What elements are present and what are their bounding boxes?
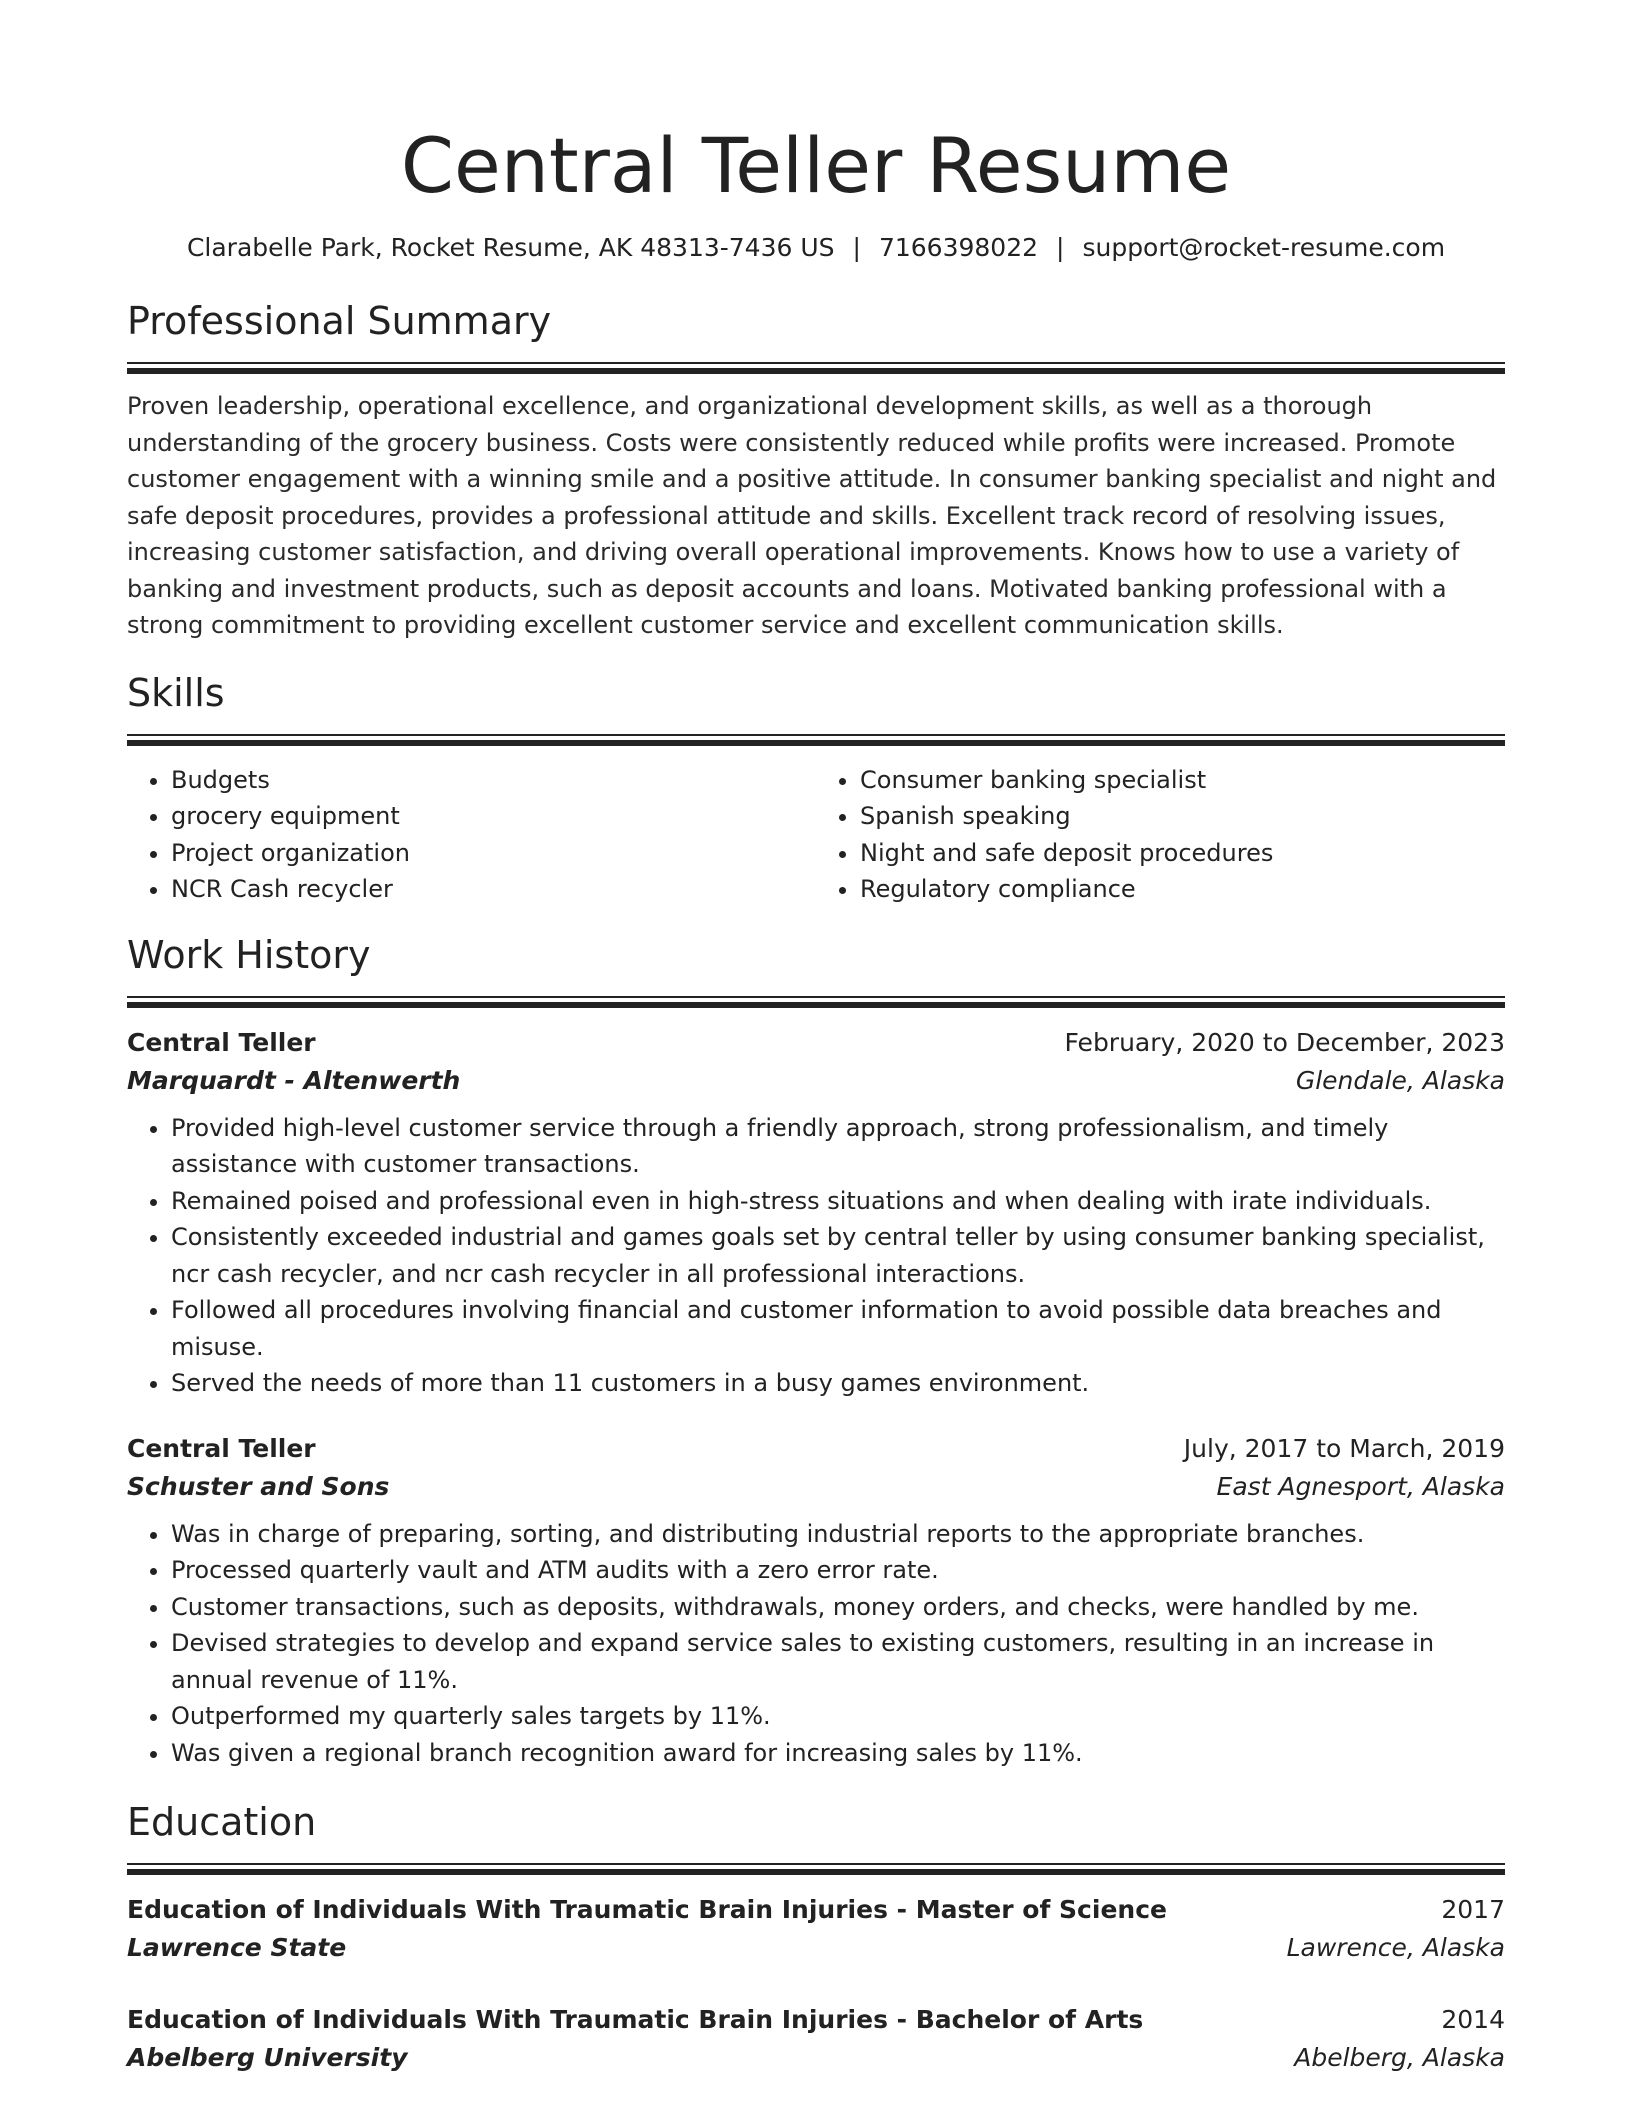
job-bullets	[127, 1516, 1505, 1772]
job-dates: July, 2017 to March, 2019	[1183, 1433, 1505, 1463]
graduation-year: 2017	[1441, 1895, 1505, 1924]
job-bullet: • Remained poised and professional even in high-stress situations and when dealing with irate individuals.	[171, 1183, 1505, 1220]
section-divider	[127, 734, 1505, 746]
job-subheader	[127, 1062, 1505, 1100]
education-header	[127, 1891, 1505, 1929]
education-subheader	[127, 2039, 1505, 2077]
job-bullet: • Outperformed my quarterly sales targets by 11%.	[171, 1698, 1505, 1735]
skill-item: • Night and safe deposit procedures	[860, 835, 1505, 872]
job-bullet: • Customer transactions, such as deposits, withdrawals, money orders, and checks, were handled by me.	[171, 1589, 1505, 1626]
company-name: Marquardt - Altenwerth	[127, 1065, 461, 1095]
section-title: Skills	[127, 670, 225, 715]
contact-address: Clarabelle Park, Rocket Resume, AK 48313-7436 US	[186, 233, 835, 262]
graduation-year: 2014	[1441, 2005, 1505, 2034]
degree-title: Education of Individuals With Traumatic Brain Injuries - Master of Science	[127, 1895, 1167, 1924]
skills-section	[127, 668, 1505, 908]
section-title: Professional Summary	[127, 299, 552, 343]
education-entry	[127, 1891, 1505, 1967]
contact-separator: |	[1056, 233, 1065, 262]
job-bullet: • Served the needs of more than 11 customers in a busy games environment.	[171, 1365, 1505, 1402]
skill-item: • NCR Cash recycler	[171, 871, 816, 908]
education-section	[127, 1797, 1505, 2077]
summary-text: Proven leadership, operational excellence, and organizational development skills, as well as a thorough understanding of the grocery business. Costs were consistently reduced while profits were increased. Promote customer engagement with a winning smile and a positive attitude. In consumer banking specialist and night and safe deposit procedures, provides a professional attitude and skills. Excellent track record of resolving issues, increasing customer satisfaction, and driving overall operational improvements. Knows how to use a variety of banking and investment products, such as deposit accounts and loans. Motivated banking professional with a strong commitment to providing excellent customer service and excellent communication skills.	[127, 392, 1497, 639]
job-location: East Agnesport, Alaska	[1216, 1471, 1505, 1501]
job-bullet: • Provided high-level customer service through a friendly approach, strong professionalism, and timely assistance with customer transactions.	[171, 1110, 1505, 1183]
section-divider	[127, 362, 1505, 374]
job-dates: February, 2020 to December, 2023	[1064, 1027, 1505, 1057]
skill-item: • Consumer banking specialist	[860, 762, 1505, 799]
job-header	[127, 1430, 1505, 1468]
job-bullet: • Devised strategies to develop and expand service sales to existing customers, resulting in an increase in annual revenue of 11%.	[171, 1625, 1505, 1698]
job-subheader	[127, 1468, 1505, 1506]
resume-page	[127, 0, 1505, 2077]
skill-item: • Budgets	[171, 762, 816, 799]
job-title: Central Teller	[127, 1027, 316, 1057]
job-bullet: • Consistently exceeded industrial and games goals set by central teller by using consumer banking specialist, ncr cash recycler, and ncr cash recycler in all professional interactions.	[171, 1219, 1505, 1292]
education-header	[127, 2001, 1505, 2039]
skill-item: • grocery equipment	[171, 798, 816, 835]
contact-email: support@rocket-resume.com	[1082, 233, 1446, 262]
job-location: Glendale, Alaska	[1295, 1065, 1505, 1095]
section-divider	[127, 1863, 1505, 1875]
job-title: Central Teller	[127, 1433, 316, 1463]
work-history-section	[127, 930, 1505, 1772]
company-name: Schuster and Sons	[127, 1471, 390, 1501]
degree-title: Education of Individuals With Traumatic Brain Injuries - Bachelor of Arts	[127, 2005, 1144, 2034]
skills-column-left	[127, 762, 816, 908]
school-name: Lawrence State	[127, 1933, 347, 1962]
school-location: Lawrence, Alaska	[1286, 1933, 1505, 1962]
school-location: Abelberg, Alaska	[1294, 2043, 1505, 2072]
skill-item: • Project organization	[171, 835, 816, 872]
job-bullet: • Processed quarterly vault and ATM audits with a zero error rate.	[171, 1552, 1505, 1589]
contact-phone: 7166398022	[878, 233, 1039, 262]
skill-item: • Spanish speaking	[860, 798, 1505, 835]
education-entry	[127, 2001, 1505, 2077]
job-bullets	[127, 1110, 1505, 1402]
skills-list	[127, 762, 1505, 908]
skills-column-right	[816, 762, 1505, 908]
contact-line	[127, 230, 1505, 266]
summary-section	[127, 296, 1505, 644]
job-header	[127, 1024, 1505, 1062]
education-subheader	[127, 1929, 1505, 1967]
school-name: Abelberg University	[127, 2043, 408, 2072]
job-bullet: • Was in charge of preparing, sorting, and distributing industrial reports to the appropriate branches.	[171, 1516, 1505, 1553]
resume-title: Central Teller Resume	[400, 121, 1232, 210]
job-bullet: • Was given a regional branch recognition award for increasing sales by 11%.	[171, 1735, 1505, 1772]
section-divider	[127, 996, 1505, 1008]
contact-separator: |	[852, 233, 861, 262]
job-bullet: • Followed all procedures involving financial and customer information to avoid possible data breaches and misuse.	[171, 1292, 1505, 1365]
section-title: Education	[127, 1800, 317, 1844]
job-entry	[127, 1430, 1505, 1772]
skill-item: • Regulatory compliance	[860, 871, 1505, 908]
job-entry	[127, 1024, 1505, 1402]
section-title: Work History	[127, 932, 371, 977]
